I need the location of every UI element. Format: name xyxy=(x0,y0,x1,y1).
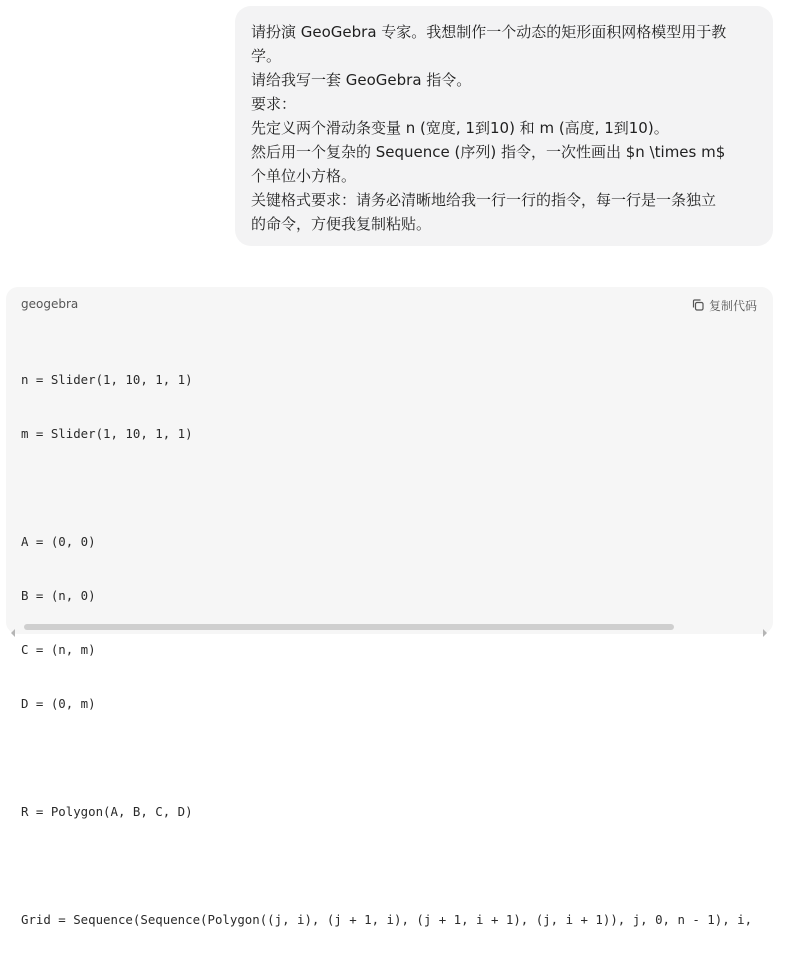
code-line xyxy=(21,746,773,770)
code-block xyxy=(6,287,773,927)
copy-code-label: 复制代码 xyxy=(708,298,757,313)
code-line: B = (n, 0) xyxy=(21,588,96,603)
code-line: R = Polygon(A, B, C, D) xyxy=(21,804,193,819)
code-language-label: geogebra xyxy=(21,297,79,311)
scrollbar-thumb[interactable] xyxy=(24,624,674,630)
code-line: A = (0, 0) xyxy=(21,534,96,549)
user-message-line: 要求： xyxy=(251,95,297,113)
code-line: C = (n, m) xyxy=(21,642,96,657)
scroll-left-arrow-icon[interactable] xyxy=(9,622,17,630)
user-message-bubble xyxy=(235,6,773,246)
code-line xyxy=(21,854,773,878)
user-message-line: 先定义两个滑动条变量 n (宽度, 1到10) 和 m (高度, 1到10)。 xyxy=(251,119,669,137)
code-line: Grid = Sequence(Sequence(Polygon((j, i), (j + 1, i), (j + 1, i + 1), (j, i + 1)), j, 0, n - 1), i, xyxy=(21,912,753,927)
code-content[interactable] xyxy=(21,338,773,962)
user-message-line: 然后用一个复杂的 Sequence (序列) 指令，一次性画出 $n \times m$ xyxy=(251,143,726,161)
user-message-line: 学。 xyxy=(251,47,282,65)
user-message-line: 关键格式要求：请务必清晰地给我一行一行的指令，每一行是一条独立 xyxy=(251,191,717,209)
code-line: n = Slider(1, 10, 1, 1) xyxy=(21,372,193,387)
code-line: D = (0, m) xyxy=(21,696,96,711)
code-block-header xyxy=(6,287,773,323)
scroll-right-arrow-icon[interactable] xyxy=(761,622,769,630)
user-message-line: 个单位小方格。 xyxy=(251,167,357,185)
user-message-line: 的命令，方便我复制粘贴。 xyxy=(251,215,432,233)
code-line: m = Slider(1, 10, 1, 1) xyxy=(21,426,193,441)
copy-code-button[interactable] xyxy=(691,296,757,314)
copy-icon xyxy=(691,298,705,312)
user-message-line: 请扮演 GeoGebra 专家。我想制作一个动态的矩形面积网格模型用于教 xyxy=(251,23,727,41)
horizontal-scrollbar[interactable] xyxy=(6,618,773,634)
user-message-line: 请给我写一套 GeoGebra 指令。 xyxy=(251,71,472,89)
code-line xyxy=(21,476,773,500)
